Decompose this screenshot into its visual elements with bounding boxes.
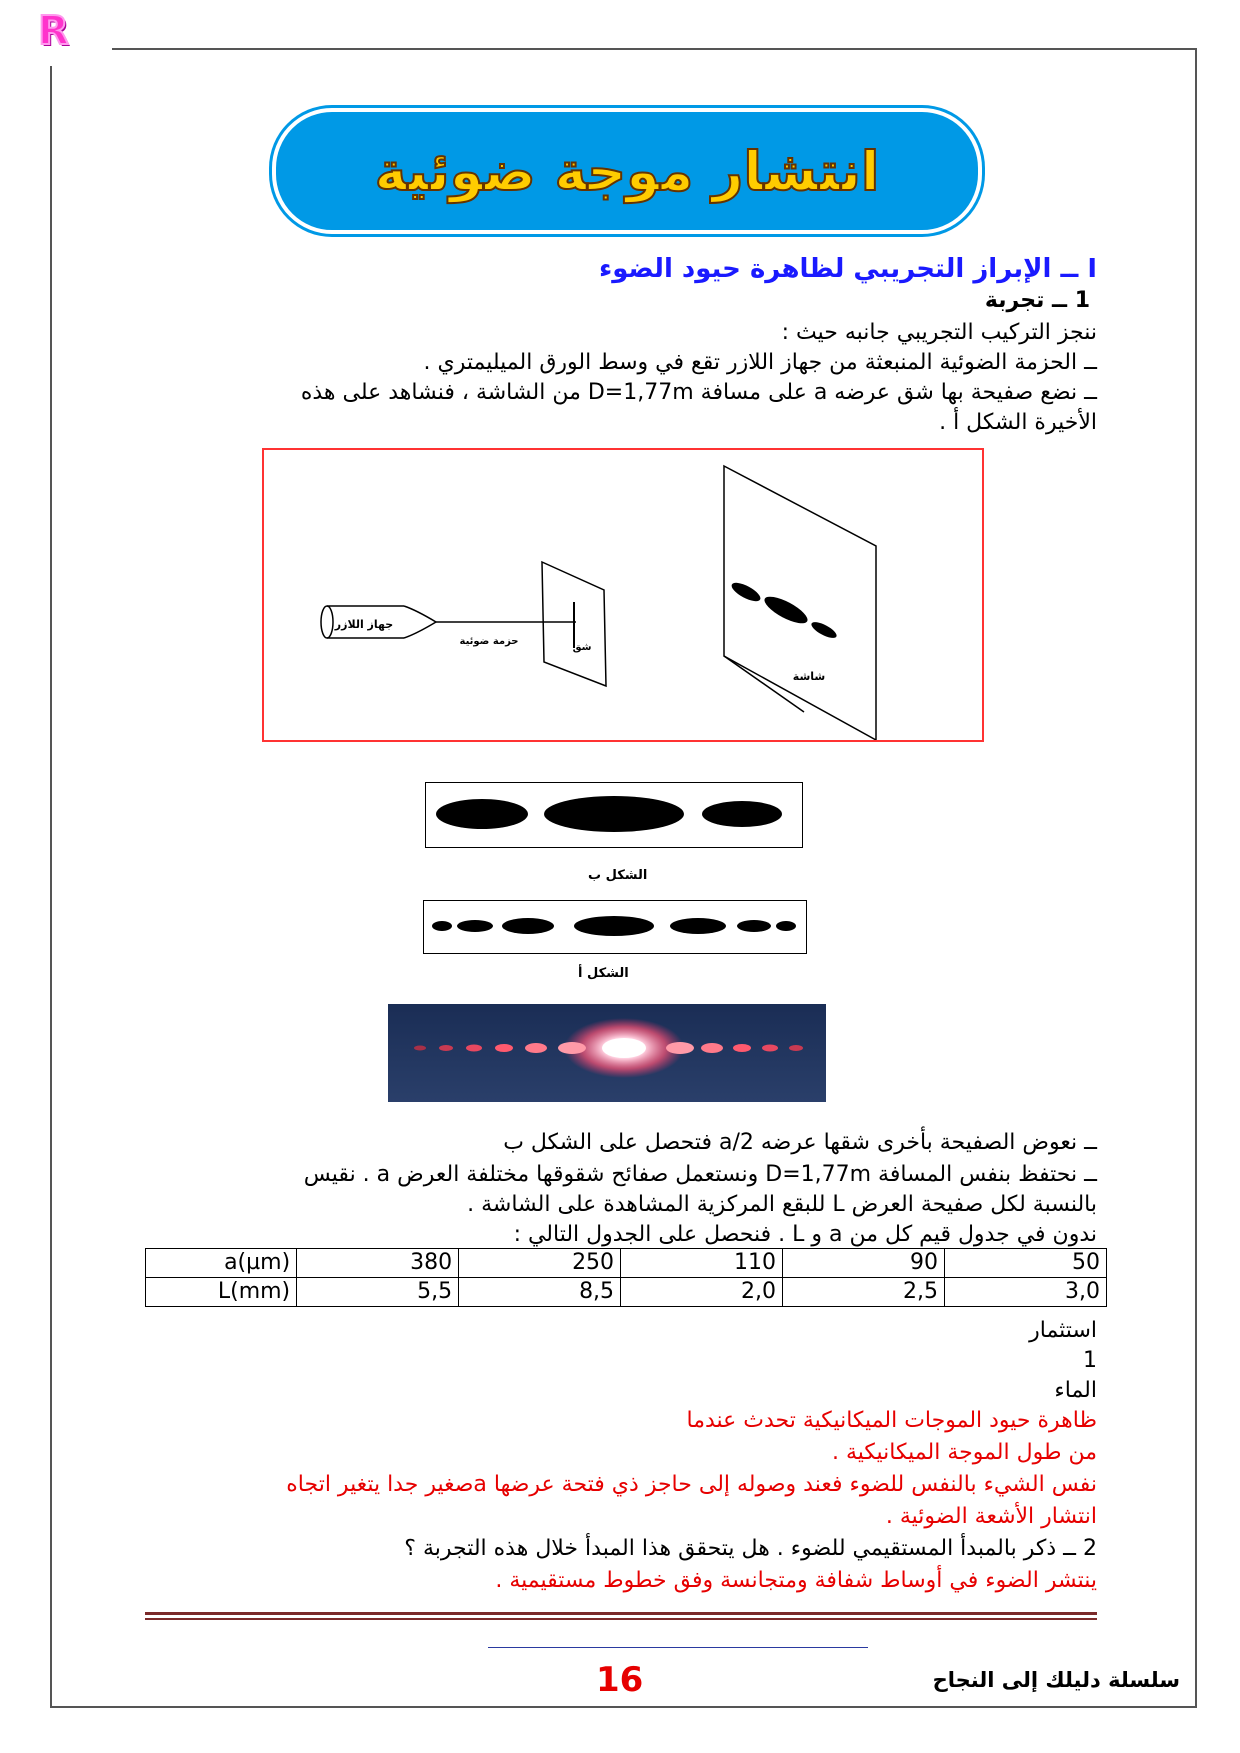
series-title: سلسلة دليلك إلى النجاح: [932, 1668, 1180, 1692]
table-row-a: [146, 1249, 1107, 1278]
question-1-text: الماء: [1054, 1378, 1097, 1403]
setup-figure: [262, 448, 984, 742]
frame-right-line: [1195, 48, 1197, 1708]
table-cell: 110: [621, 1249, 783, 1278]
procedure-line-2: ــ نحتفظ بنفس المسافة D=1,77m ونستعمل صفائح شقوقها مختلفة العرض a . نقيس: [303, 1162, 1097, 1187]
table-cell: 2,5: [783, 1278, 945, 1307]
frame-top-line: [112, 48, 1197, 50]
procedure-line-4: ندون في جدول قيم كل من a و L . فنحصل على الجدول التالي :: [513, 1222, 1097, 1247]
diffraction-photo-image: [388, 1004, 826, 1102]
caption-figure-b: الشكل ب: [588, 868, 648, 883]
table-cell: 90: [783, 1249, 945, 1278]
figure-a-pattern: [424, 901, 805, 952]
answer-1-line-2: من طول الموجة الميكانيكية .: [831, 1440, 1097, 1465]
answer-1-line-1: ظاهرة حيود الموجات الميكانيكية تحدث عندما: [686, 1408, 1097, 1433]
footer-separator-thick: [145, 1612, 1097, 1615]
table-row-L: [146, 1278, 1107, 1307]
question-2-text: 2 ــ ذكر بالمبدأ المستقيمي للضوء . هل يتحقق هذا المبدأ خلال هذه التجربة ؟: [404, 1536, 1097, 1561]
table-cell-label-a: a(µm): [146, 1249, 297, 1278]
question-1-number: 1: [1083, 1348, 1097, 1373]
procedure-line-1: ــ نعوض الصفيحة بأخرى شقها عرضه a/2 فتحصل على الشكل ب: [503, 1130, 1097, 1155]
table-cell: 2,0: [621, 1278, 783, 1307]
laser-label: جهاز اللازر: [334, 618, 394, 631]
procedure-line-3: بالنسبة لكل صفيحة العرض L للبقع المركزية المشاهدة على الشاشة .: [467, 1192, 1097, 1217]
table-cell: 3,0: [944, 1278, 1106, 1307]
screen-diffraction-spots: [729, 579, 839, 641]
table-cell: 250: [459, 1249, 621, 1278]
diffraction-photo: [388, 1004, 826, 1102]
measurements-table: [145, 1248, 1107, 1307]
table-cell-label-L: L(mm): [146, 1278, 297, 1307]
figure-a-strip: [423, 900, 807, 954]
frame-bottom-line: [50, 1706, 1197, 1708]
page-title: انتشار موجة ضوئية: [374, 139, 880, 203]
frame-left-line: [50, 66, 52, 1706]
table-cell: 8,5: [459, 1278, 621, 1307]
table-cell: 380: [297, 1249, 459, 1278]
figure-b-pattern: [426, 783, 801, 846]
table-cell: 5,5: [297, 1278, 459, 1307]
page-number: 16: [596, 1660, 644, 1700]
setup-diagram: [264, 450, 982, 740]
answer-2-text: ينتشر الضوء في أوساط شفافة ومتجانسة وفق خطوط مستقيمية .: [495, 1568, 1097, 1593]
footer-underline: [488, 1647, 868, 1648]
intro-line-3: ــ نضع صفيحة بها شق عرضه a على مسافة D=1,77m من الشاشة ، فنشاهد على هذه: [300, 380, 1097, 405]
title-banner: [272, 108, 982, 234]
intro-line-1: ننجز التركيب التجريبي جانبه حيث :: [781, 320, 1097, 345]
screen-label: شاشة: [792, 670, 826, 683]
answer-1-line-3: نفس الشيء بالنفس للضوء فعند وصوله إلى حاجز ذي فتحة عرضها aصغير جدا يتغير اتجاه: [286, 1472, 1097, 1497]
beam-label: حزمة ضوئية: [459, 636, 519, 647]
subsection-heading: 1 ــ تجربة: [984, 288, 1090, 313]
caption-figure-a: الشكل أ: [578, 966, 629, 981]
answer-1-line-4: انتشار الأشعة الضوئية .: [885, 1504, 1097, 1529]
footer-separator-thin: [145, 1618, 1097, 1620]
table-cell: 50: [944, 1249, 1106, 1278]
slit-label: شق: [572, 642, 592, 653]
figure-b-strip: [425, 782, 803, 848]
istithmar-heading: استثمار: [1029, 1318, 1097, 1343]
screen-plate: [724, 466, 876, 740]
intro-line-4: الأخيرة الشكل أ .: [939, 410, 1097, 435]
section-heading: I ــ الإبراز التجريبي لظاهرة حيود الضوء: [598, 254, 1097, 284]
intro-line-2: ــ الحزمة الضوئية المنبعثة من جهاز اللازر تقع في وسط الورق الميليمتري .: [423, 350, 1097, 375]
brand-logo: R: [38, 8, 69, 54]
